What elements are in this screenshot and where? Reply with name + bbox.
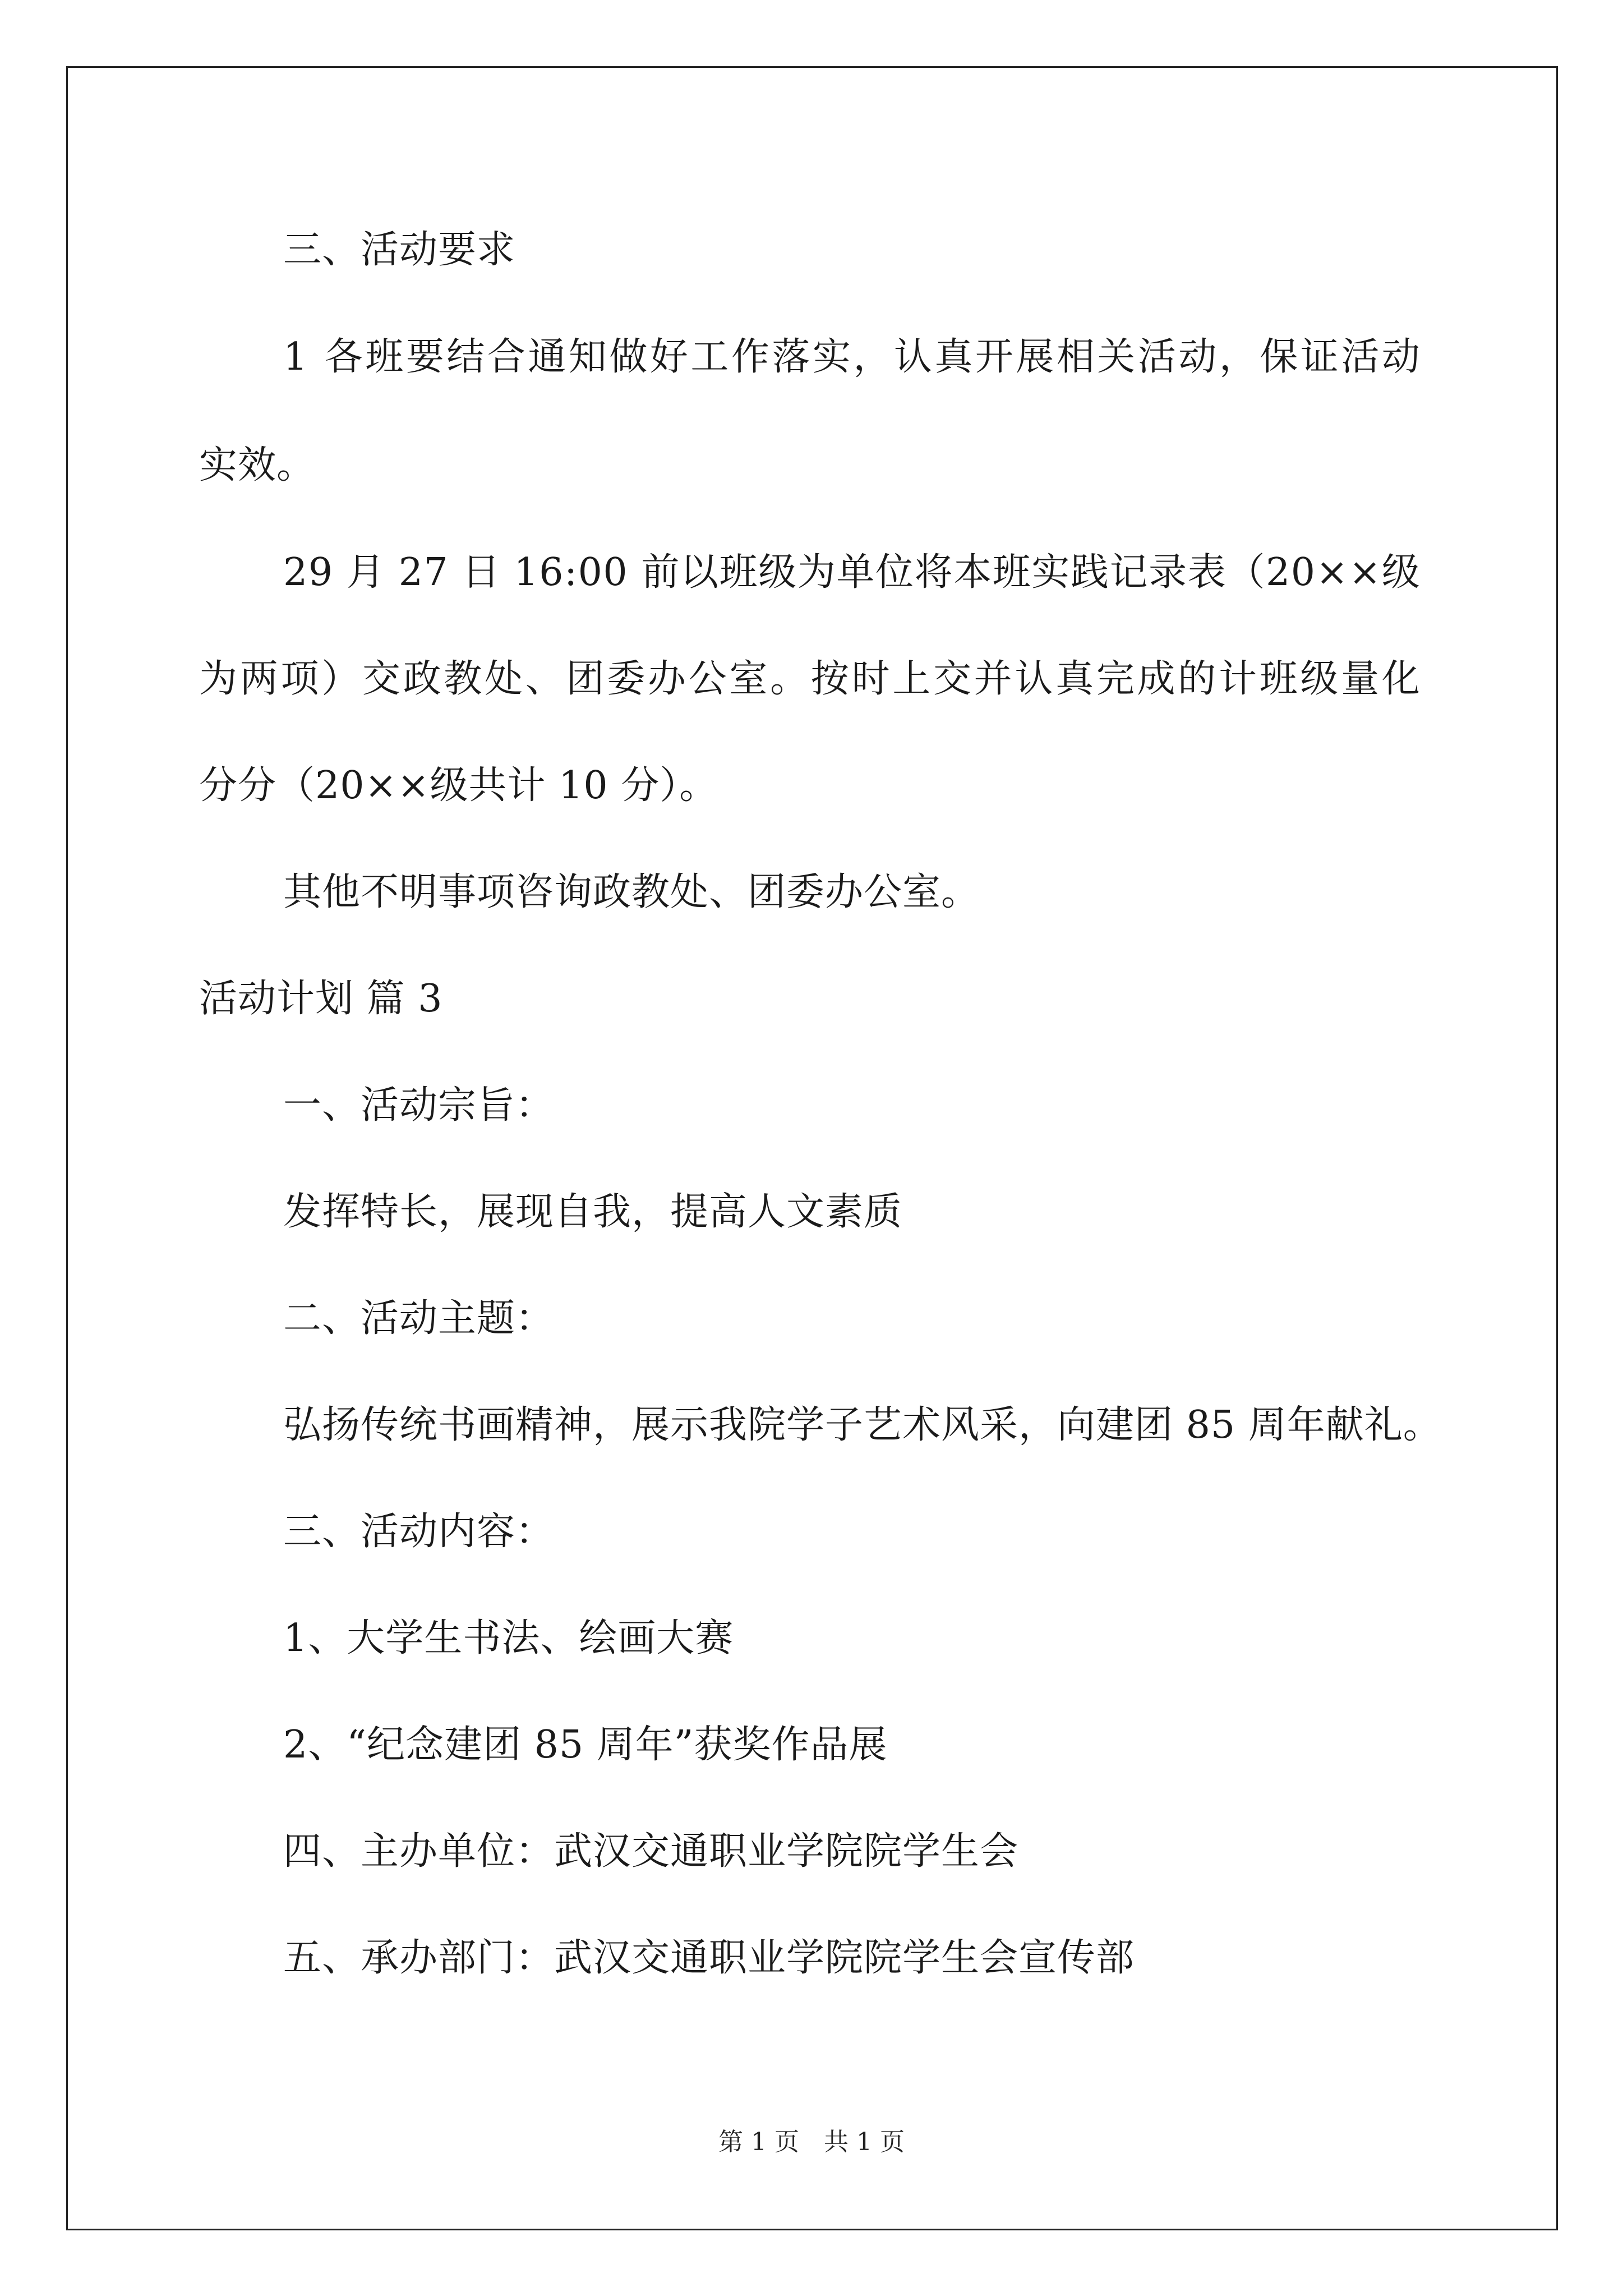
paragraph-line: 1 各 班 要 结 合 通 知 做 好 工 作 落 实 ， 认 真 开 展 相 关 活 动 ， 保 证 活 动 [283,335,1421,379]
paragraph-line: 发挥特长，展现自我，提高人文素质 [283,1190,903,1234]
section-heading-requirements: 三、活动要求 [283,228,516,272]
paragraph-line: 实效。 [199,443,316,487]
section-heading-organizer: 四、主办单位：武汉交通职业学院院学生会 [283,1829,1019,1874]
paragraph-line: 弘扬传统书画精神，展示我院学子艺术风采，向建团 85 周年献礼。 [283,1403,1442,1447]
list-item: 1、大学生书法、绘画大赛 [283,1616,734,1660]
page-border [66,66,1558,2230]
section-heading-content: 三、活动内容： [283,1510,555,1554]
paragraph-line: 为 两 项 ） 交 政 教 处 、 团 委 办 公 室 。 按 时 上 交 并 认 真 完 成 的 计 班 级 量 化 [199,657,1421,701]
list-item: 2、“纪念建团 85 周年”获奖作品展 [283,1723,888,1767]
page-number: 第 1 页 共 1 页 [718,2128,905,2156]
section-heading-purpose: 一、活动宗旨： [283,1083,555,1128]
paragraph-line: 其他不明事项咨询政教处、团委办公室。 [283,870,980,914]
article-title: 活动计划 篇 3 [199,977,443,1021]
paragraph-line: 分分（20××级共计 10 分）。 [199,763,718,808]
section-heading-theme: 二、活动主题： [283,1296,555,1341]
paragraph-line: 2 9 月 2 7 日 1 6 : 0 0 前 以 班 级 为 单 位 将 本 班 实 践 记 录 表 （ 2 0 × × 级 [283,550,1421,595]
section-heading-department: 五、承办部门：武汉交通职业学院院学生会宣传部 [283,1936,1135,1980]
